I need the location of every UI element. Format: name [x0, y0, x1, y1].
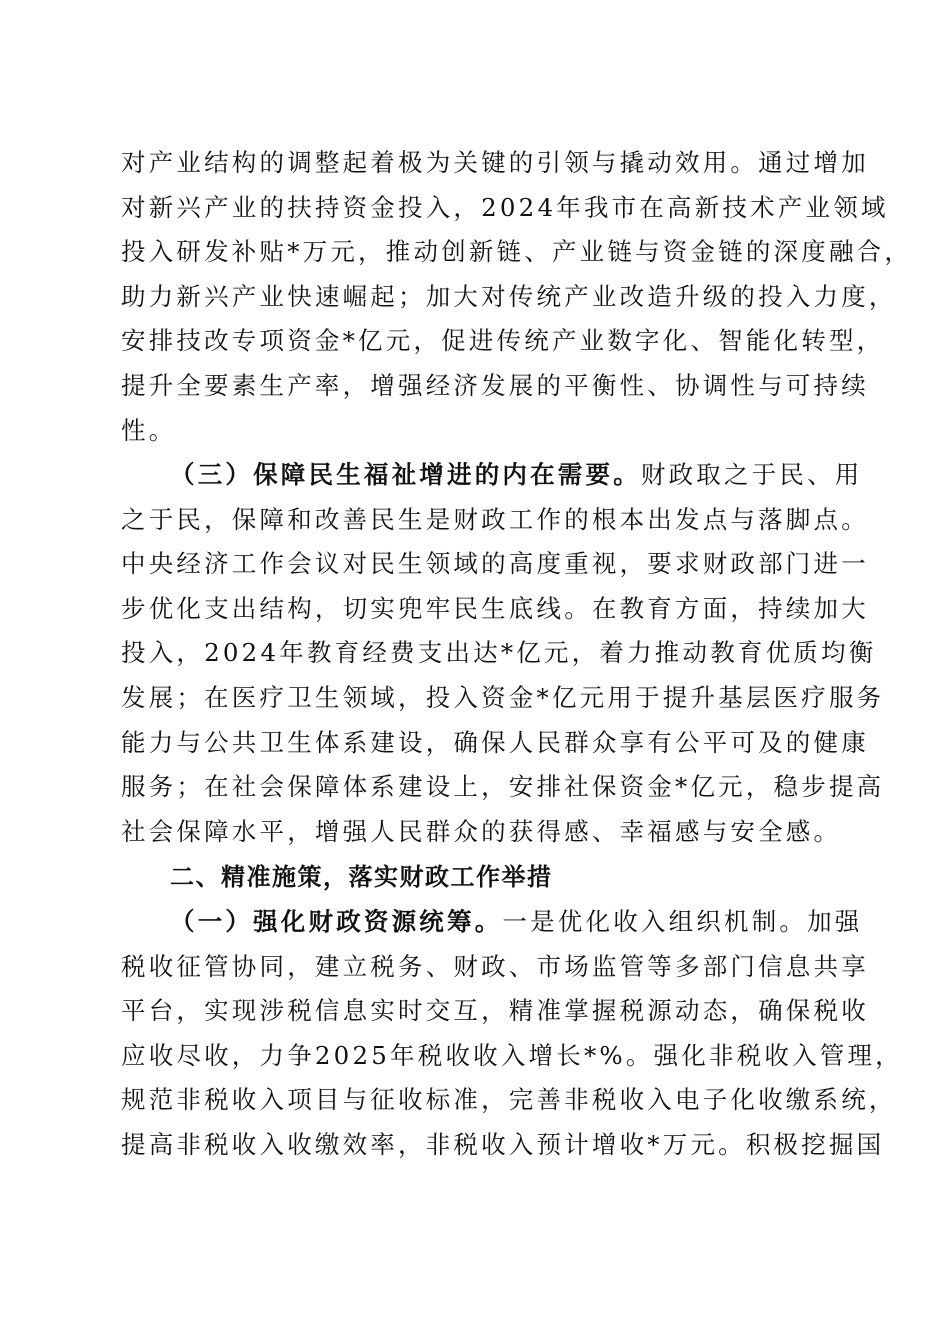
text-line: 规范非税收入项目与征收标准，完善非税收入电子化收缴系统，: [121, 1085, 897, 1115]
paragraph-livelihood: [121, 453, 885, 854]
text-line: 平台，实现涉税信息实时交互，精准掌握税源动态，确保税收: [121, 996, 869, 1026]
text-line: 安排技改专项资金*亿元，促进传统产业数字化、智能化转型，: [121, 326, 885, 356]
text-line: 提升全要素生产率，增强经济发展的平衡性、协调性与可持续: [121, 370, 869, 400]
text-line: 税收征管协同，建立税务、财政、市场监管等多部门信息共享: [121, 951, 869, 981]
text-line: 之于民，保障和改善民生是财政工作的根本出发点与落脚点。: [121, 504, 869, 534]
paragraph-lead-heading: （三）保障民生福祉增进的内在需要。: [170, 460, 641, 489]
text-line: 步优化支出结构，切实兜牢民生底线。在教育方面，持续加大: [121, 593, 869, 623]
section-heading: 二、精准施策，落实财政工作举措: [170, 863, 553, 891]
text-span: 财政取之于民、用: [640, 460, 863, 489]
text-line: 能力与公共卫生体系建设，确保人民群众享有公平可及的健康: [121, 727, 869, 757]
paragraph-first-line: [121, 453, 863, 498]
text-line: 提高非税收入收缴效率，非税收入预计增收*万元。积极挖掘国: [121, 1129, 885, 1159]
section-heading-block: [121, 855, 831, 900]
text-line: 投入，2024年教育经费支出达*亿元，着力推动教育优质均衡: [121, 638, 877, 668]
paragraph-industry-structure: [121, 141, 913, 453]
text-line: 投入研发补贴*万元，推动创新链、产业链与资金链的深度融合，: [121, 237, 913, 267]
text-line: 对产业结构的调整起着极为关键的引领与撬动效用。通过增加: [121, 148, 869, 177]
text-line: 发展；在医疗卫生领域，投入资金*亿元用于提升基层医疗服务: [121, 682, 885, 712]
text-span: 一是优化收入组织机制。加强: [502, 907, 863, 936]
text-line: 服务；在社会保障体系建设上，安排社保资金*亿元，稳步提高: [121, 772, 885, 802]
text-line: 应收尽收，力争2025年税收收入增长*%。强化非税收入管理，: [121, 1040, 903, 1070]
text-line: 性。: [121, 415, 177, 445]
paragraph-first-line: [121, 900, 863, 945]
text-line: 助力新兴产业快速崛起；加大对传统产业改造升级的投入力度，: [121, 281, 897, 311]
text-line: 社会保障水平，增强人民群众的获得感、幸福感与安全感。: [121, 816, 842, 846]
paragraph-fiscal-resources: [121, 900, 903, 1168]
text-line: 对新兴产业的扶持资金投入，2024年我市在高新技术产业领域: [121, 192, 889, 222]
text-line: 中央经济工作会议对民生领域的高度重视，要求财政部门进一: [121, 549, 869, 579]
paragraph-lead-heading: （一）强化财政资源统筹。: [170, 907, 503, 936]
